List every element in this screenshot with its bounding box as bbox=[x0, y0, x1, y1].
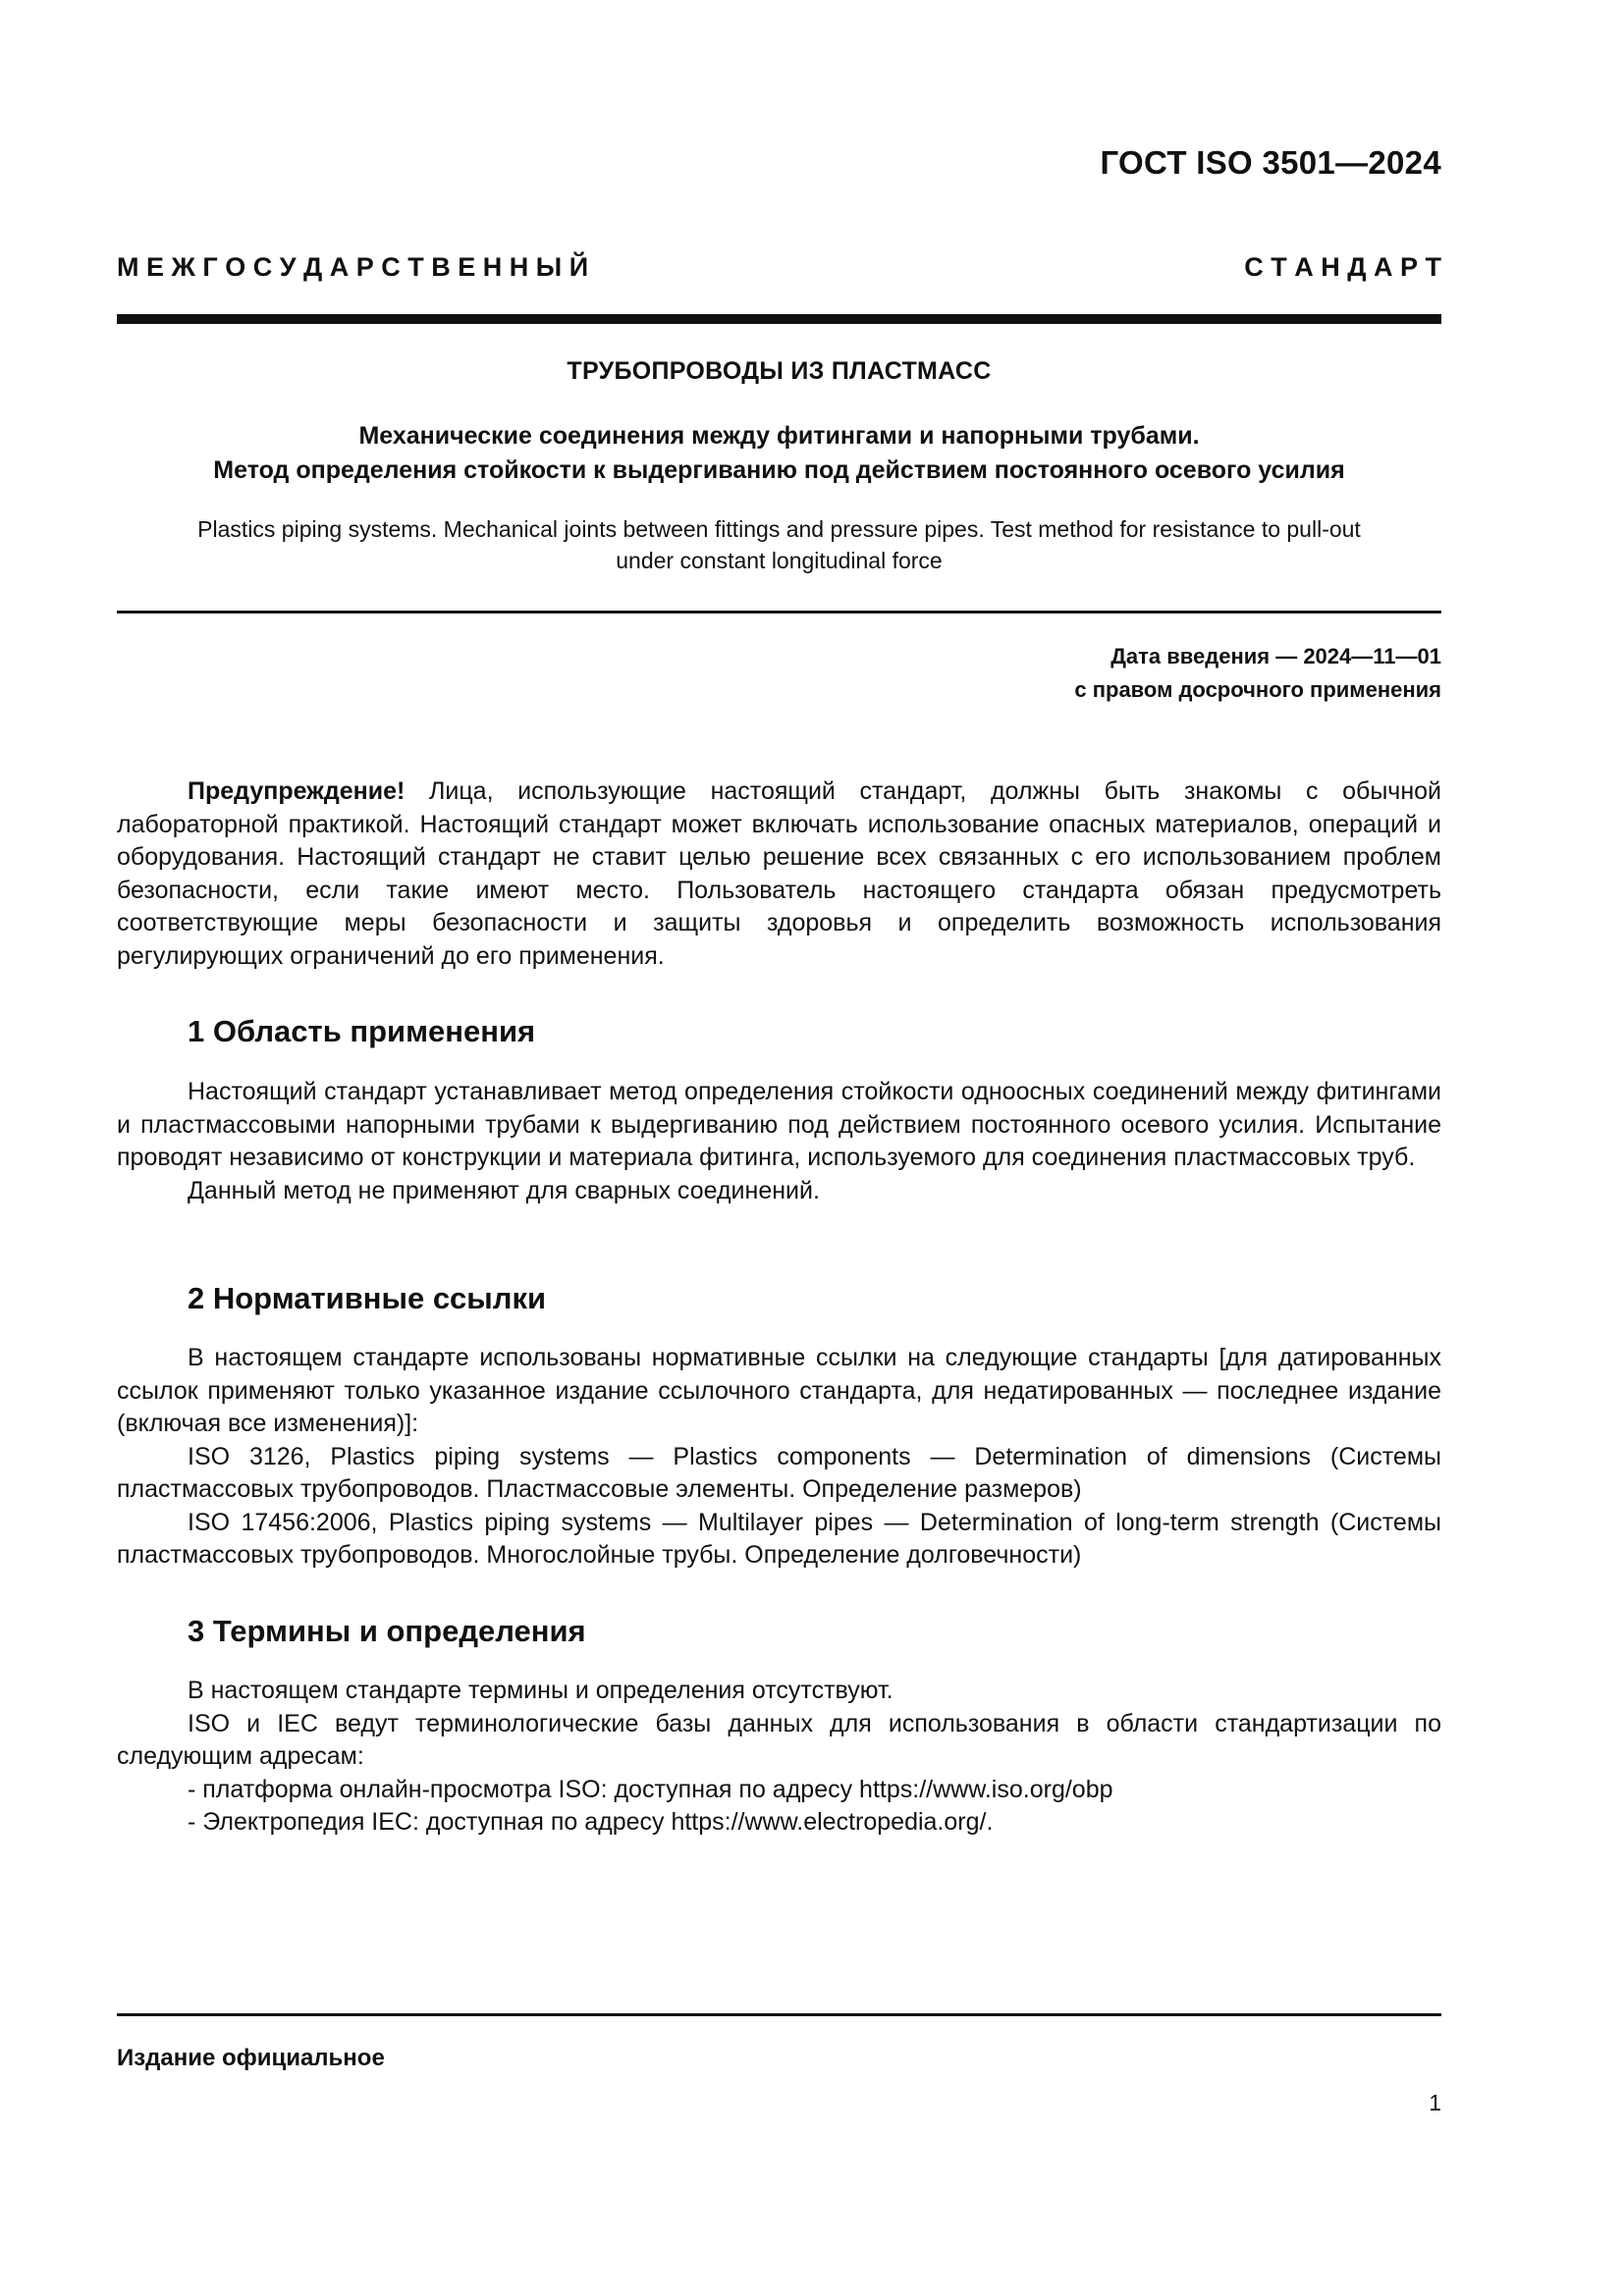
normative-reference-1: ISO 3126, Plastics piping systems — Plastics components — Determination of dimensions (Системы пластмассовых трубопроводов. Пластмассовые элементы. Определение размеров) bbox=[117, 1442, 1441, 1503]
section-1-paragraph-2: Данный метод не применяют для сварных соединений. bbox=[188, 1176, 820, 1204]
document-subtitle bbox=[117, 419, 1441, 488]
document-code: ГОСТ ISO 3501—2024 bbox=[1100, 144, 1441, 181]
subtitle-line-1: Механические соединения между фитингами и напорными трубами. bbox=[358, 422, 1200, 450]
section-3-paragraph-1: В настоящем стандарте термины и определения отсутствуют. bbox=[188, 1677, 893, 1704]
official-edition-label: Издание официальное bbox=[117, 2045, 385, 2071]
section-2-body bbox=[117, 1342, 1441, 1573]
header-thick-rule bbox=[117, 314, 1441, 324]
introduction-date-line: Дата введения — 2024—11—01 bbox=[1110, 644, 1441, 668]
section-2-heading: 2 Нормативные ссылки bbox=[188, 1281, 547, 1315]
section-3-heading: 3 Термины и определения bbox=[188, 1614, 586, 1648]
warning-label: Предупреждение! bbox=[188, 777, 406, 805]
warning-paragraph bbox=[117, 775, 1441, 973]
section-3-paragraph-2: ISO и IEC ведут терминологические базы данных для использования в области стандартизации по следующим адресам: bbox=[117, 1709, 1441, 1770]
page-number: 1 bbox=[1429, 2090, 1441, 2115]
standard-type-word-interstate: М Е Ж Г О С У Д А Р С Т В Е Н Н Ы Й bbox=[117, 252, 589, 282]
standard-type-word-standard: С Т А Н Д А Р Т bbox=[1244, 252, 1441, 282]
section-3-body bbox=[117, 1675, 1441, 1840]
list-item-iso-obp: - платформа онлайн-просмотра ISO: доступная по адресу https://www.iso.org/obp bbox=[188, 1775, 1113, 1803]
section-2-paragraph-1: В настоящем стандарте использованы нормативные ссылки на следующие стандарты [для датированных ссылок применяют только указанное издание ссылочного стандарта, для недатированных — последнее издание (включая все изменения)]: bbox=[117, 1344, 1441, 1437]
subtitle-line-2: Метод определения стойкости к выдергиванию под действием постоянного осевого усилия bbox=[213, 456, 1345, 484]
english-title-line-2: under constant longitudinal force bbox=[616, 548, 943, 573]
normative-reference-2: ISO 17456:2006, Plastics piping systems — Multilayer pipes — Determination of long-term strength (Системы пластмассовых трубопроводов. Многослойные трубы. Определение долговечности) bbox=[117, 1508, 1441, 1569]
english-title-line-1: Plastics piping systems. Mechanical joints between fittings and pressure pipes. Test method for resistance to pull-out bbox=[197, 516, 1361, 542]
section-1-paragraph-1: Настоящий стандарт устанавливает метод определения стойкости одноосных соединений между фитингами и пластмассовыми напорными трубами к выдергиванию под действием постоянного осевого усилия. Испытание проводят независимо от конструкции и материала фитинга, используемого для соединения пластмассовых труб. bbox=[117, 1078, 1441, 1171]
standard-type-line bbox=[117, 252, 1441, 283]
introduction-date bbox=[1074, 640, 1441, 707]
section-1-body bbox=[117, 1076, 1441, 1207]
early-application-note: с правом досрочного применения bbox=[1074, 677, 1441, 702]
footer-rule bbox=[117, 2013, 1441, 2016]
english-title bbox=[117, 513, 1441, 576]
section-1-heading: 1 Область применения bbox=[188, 1014, 536, 1048]
warning-text: Лица, использующие настоящий стандарт, должны быть знакомы с обычной лабораторной практикой. Настоящий стандарт может включать использование опасных материалов, операций и оборудования. Настоящий стандарт не ставит целью решение всех связанных с его использованием проблем безопасности, если такие имеют место. Пользователь настоящего стандарта обязан предусмотреть соответствующие меры безопасности и защиты здоровья и определить возможность использования регулирующих ограничений до его применения. bbox=[117, 777, 1441, 970]
title-block-rule bbox=[117, 611, 1441, 614]
list-item-electropedia: - Электропедия IEC: доступная по адресу https://www.electropedia.org/. bbox=[188, 1808, 994, 1836]
document-main-title: ТРУБОПРОВОДЫ ИЗ ПЛАСТМАСС bbox=[567, 357, 992, 385]
